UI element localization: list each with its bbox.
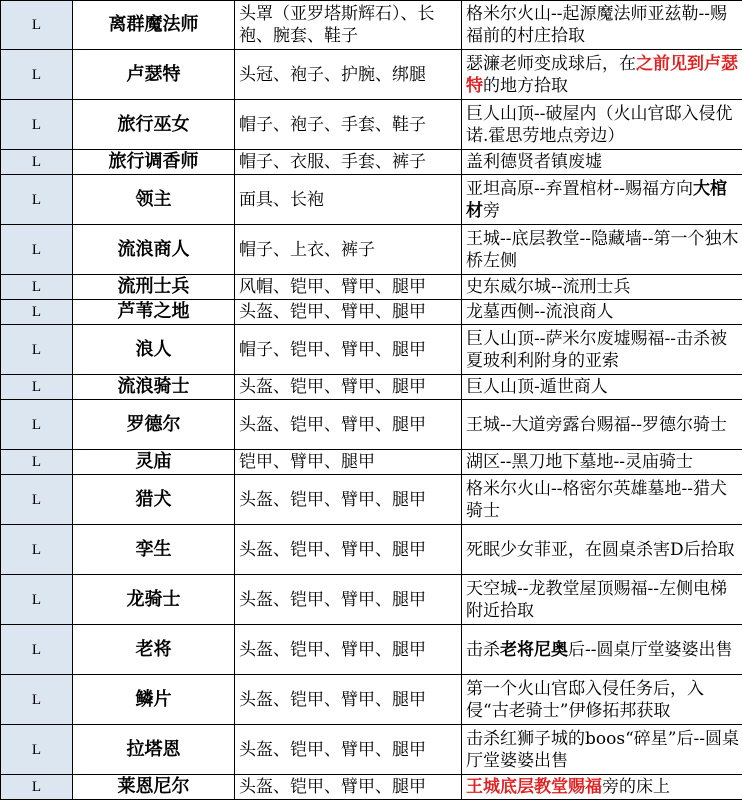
row-tag: L	[1, 275, 73, 300]
acquire-location	[462, 275, 742, 300]
row-tag: L	[1, 375, 73, 400]
location-text-segment: 王城--底层教堂--隐藏墙--第一个独木桥左侧	[466, 228, 739, 271]
acquire-location	[462, 675, 742, 725]
location-text-segment: 瑟濂老师变成球后，在	[466, 53, 636, 74]
armor-set-name: 芦苇之地	[73, 300, 235, 325]
acquire-location	[462, 150, 742, 175]
armor-set-name: 孪生	[73, 525, 235, 575]
acquire-location	[462, 50, 742, 100]
acquire-location	[462, 725, 742, 775]
armor-parts: 头盔、铠甲、臂甲、腿甲	[235, 525, 462, 575]
armor-parts: 头盔、铠甲、臂甲、腿甲	[235, 575, 462, 625]
table-row	[1, 275, 742, 300]
acquire-location	[462, 225, 742, 275]
table-row	[1, 175, 742, 225]
armor-parts: 头盔、铠甲、臂甲、腿甲	[235, 300, 462, 325]
row-tag: L	[1, 175, 73, 225]
acquire-location	[462, 625, 742, 675]
row-tag: L	[1, 50, 73, 100]
armor-set-name: 猎犬	[73, 475, 235, 525]
armor-parts: 面具、长袍	[235, 175, 462, 225]
armor-set-name: 旅行调香师	[73, 150, 235, 175]
armor-set-name: 灵庙	[73, 450, 235, 475]
location-text-segment: 王城--大道旁露台赐福--罗德尔骑士	[466, 414, 727, 435]
armor-parts: 头盔、铠甲、臂甲、腿甲	[235, 675, 462, 725]
armor-parts: 铠甲、臂甲、腿甲	[235, 450, 462, 475]
location-text-segment: 死眠少女菲亚，在圆桌杀害D后拾取	[466, 539, 735, 560]
table-row	[1, 675, 742, 725]
location-text-segment: 第一个火山官邸入侵任务后，入侵“古老骑士”伊修拓邦获取	[466, 678, 704, 721]
row-tag: L	[1, 400, 73, 450]
armor-set-name: 鳞片	[73, 675, 235, 725]
table-row	[1, 450, 742, 475]
armor-parts: 帽子、铠甲、臂甲、腿甲	[235, 325, 462, 375]
table-row	[1, 525, 742, 575]
armor-parts: 帽子、衣服、手套、裤子	[235, 150, 462, 175]
armor-parts: 头盔、铠甲、臂甲、腿甲	[235, 375, 462, 400]
location-text-segment: 盖利德贤者镇废墟	[466, 152, 602, 172]
armor-parts: 帽子、上衣、裤子	[235, 225, 462, 275]
armor-set-name: 罗德尔	[73, 400, 235, 450]
row-tag: L	[1, 675, 73, 725]
armor-parts: 头盔、铠甲、臂甲、腿甲	[235, 725, 462, 775]
acquire-location	[462, 450, 742, 475]
table-row	[1, 50, 742, 100]
table-row	[1, 1, 742, 50]
row-tag: L	[1, 450, 73, 475]
acquire-location	[462, 300, 742, 325]
table-row	[1, 100, 742, 150]
acquire-location	[462, 375, 742, 400]
armor-parts: 风帽、铠甲、臂甲、腿甲	[235, 275, 462, 300]
armor-set-name: 旅行巫女	[73, 100, 235, 150]
table-row	[1, 725, 742, 775]
table-row	[1, 625, 742, 675]
location-text-segment: 巨人山顶-遁世商人	[466, 377, 608, 397]
location-text-segment: 之前见到卢瑟特	[466, 53, 738, 96]
armor-parts: 头盔、铠甲、臂甲、腿甲	[235, 475, 462, 525]
row-tag: L	[1, 300, 73, 325]
acquire-location	[462, 1, 742, 50]
armor-set-name: 离群魔法师	[73, 1, 235, 50]
table-row	[1, 775, 742, 800]
location-text-segment: 龙墓西侧--流浪商人	[466, 302, 614, 322]
acquire-location	[462, 525, 742, 575]
row-tag: L	[1, 775, 73, 800]
acquire-location	[462, 575, 742, 625]
armor-parts: 头冠、袍子、护腕、绑腿	[235, 50, 462, 100]
table-row	[1, 300, 742, 325]
location-text-segment: 格米尔火山--起源魔法师亚兹勒--赐福前的村庄拾取	[466, 4, 727, 46]
location-text-segment: 史东威尔城--流刑士兵	[466, 277, 631, 297]
location-text-segment: 击杀红狮子城的boos“碎星”后--圆桌厅堂婆婆出售	[466, 728, 739, 771]
row-tag: L	[1, 325, 73, 375]
row-tag: L	[1, 725, 73, 775]
location-text-segment: 旁的床上	[602, 777, 670, 797]
row-tag: L	[1, 625, 73, 675]
armor-parts: 头盔、铠甲、臂甲、腿甲	[235, 400, 462, 450]
location-text-segment: 格米尔火山--格密尔英雄墓地--猎犬骑士	[466, 478, 727, 521]
armor-table-body	[1, 1, 742, 800]
armor-parts: 头罩（亚罗塔斯辉石）、长袍、腕套、鞋子	[235, 1, 462, 50]
location-text-segment: 巨人山顶--破屋内（火山官邸入侵优诺.霍思劳地点旁边）	[466, 103, 733, 146]
table-row	[1, 575, 742, 625]
armor-set-name: 浪人	[73, 325, 235, 375]
table-row	[1, 375, 742, 400]
location-text-segment: 亚坦高原--弃置棺材--赐福方向	[466, 178, 693, 199]
acquire-location	[462, 775, 742, 800]
acquire-location	[462, 475, 742, 525]
row-tag: L	[1, 1, 73, 50]
armor-parts: 头盔、铠甲、臂甲、腿甲	[235, 625, 462, 675]
row-tag: L	[1, 475, 73, 525]
location-text-segment: 旁	[483, 200, 500, 221]
location-text-segment: 的地方拾取	[483, 75, 568, 96]
location-text-segment: 后--圆桌厅堂婆婆出售	[568, 639, 733, 660]
row-tag: L	[1, 525, 73, 575]
acquire-location	[462, 400, 742, 450]
location-text-segment: 王城底层教堂赐福	[466, 777, 602, 797]
location-text-segment: 湖区--黑刀地下墓地--灵庙骑士	[466, 452, 693, 472]
row-tag: L	[1, 150, 73, 175]
table-row	[1, 225, 742, 275]
acquire-location	[462, 175, 742, 225]
armor-set-name: 流浪商人	[73, 225, 235, 275]
armor-set-name: 卢瑟特	[73, 50, 235, 100]
armor-set-name: 老将	[73, 625, 235, 675]
location-text-segment: 老将尼奥	[500, 639, 568, 660]
armor-parts: 帽子、袍子、手套、鞋子	[235, 100, 462, 150]
armor-set-name: 领主	[73, 175, 235, 225]
armor-set-name: 莱恩尼尔	[73, 775, 235, 800]
armor-set-name: 流刑士兵	[73, 275, 235, 300]
row-tag: L	[1, 575, 73, 625]
table-row	[1, 400, 742, 450]
table-row	[1, 150, 742, 175]
row-tag: L	[1, 100, 73, 150]
table-row	[1, 475, 742, 525]
location-text-segment: 击杀	[466, 639, 500, 660]
location-text-segment: 巨人山顶--萨米尔废墟赐福--击杀被夏玻利利附身的亚索	[466, 328, 727, 371]
armor-set-name: 流浪骑士	[73, 375, 235, 400]
table-row	[1, 325, 742, 375]
row-tag: L	[1, 225, 73, 275]
armor-set-name: 拉塔恩	[73, 725, 235, 775]
acquire-location	[462, 100, 742, 150]
armor-parts: 头盔、铠甲、臂甲、腿甲	[235, 775, 462, 800]
armor-set-name: 龙骑士	[73, 575, 235, 625]
location-text-segment: 大棺材	[466, 178, 727, 221]
location-text-segment: 天空城--龙教堂屋顶赐福--左侧电梯附近拾取	[466, 578, 727, 621]
acquire-location	[462, 325, 742, 375]
